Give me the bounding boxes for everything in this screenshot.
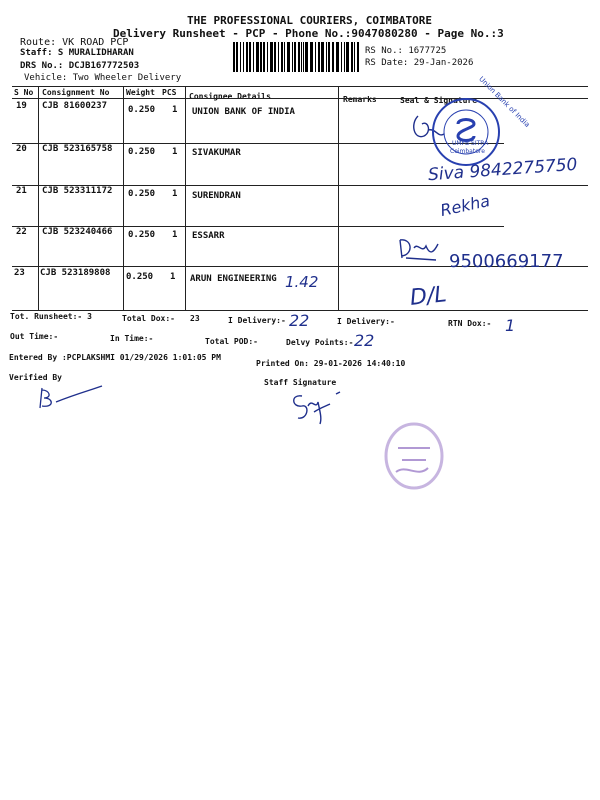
stamp-text-top: Union Bank of India [477, 74, 532, 130]
row22-signature-scribble [396, 234, 446, 264]
barcode [233, 42, 361, 72]
stamp-text-mid: UMFB SITRA [452, 140, 489, 147]
handwritten-phone-22: 9500669177 [449, 251, 564, 272]
row-pcs: 1 [172, 105, 178, 115]
barcode-bar [305, 42, 308, 72]
barcode-bar [274, 42, 276, 72]
in-time-label: In Time:- [110, 334, 154, 343]
row-sno: 20 [16, 144, 27, 154]
barcode-bar [318, 42, 320, 72]
staff-signature-scribble [290, 388, 350, 428]
row-weight: 0.250 [128, 105, 156, 115]
verified-signature-scribble [36, 384, 106, 414]
rs-date-label: RS Date: 29-Jan-2026 [365, 58, 474, 68]
row-consignee: ESSARR [192, 231, 225, 241]
runsheet-subtitle: Delivery Runsheet - PCP - Phone No.:9047080280 - Page No.:3 [113, 27, 504, 40]
route-label: Route: VK ROAD PCP [20, 37, 129, 48]
drs-label: DRS No.: DCJB167772503 [20, 61, 140, 71]
row-consignment: CJB 523311172 [42, 186, 113, 196]
row-weight: 0.250 [128, 147, 156, 157]
printed-on: Printed On: 29-01-2026 14:40:10 [256, 359, 406, 368]
row-consignment: CJB 523189808 [40, 268, 111, 278]
row-pcs: 1 [172, 147, 178, 157]
row-consignee: SIVAKUMAR [192, 148, 241, 158]
company-title: THE PROFESSIONAL COURIERS, COIMBATORE [187, 14, 433, 27]
barcode-bar [315, 42, 316, 72]
barcode-bar [233, 42, 235, 72]
row-pcs: 1 [172, 230, 178, 240]
row-consignee: ARUN ENGINEERING [190, 274, 277, 284]
delvy-points-label: Delvy Points:- [286, 338, 354, 347]
barcode-bar [284, 42, 285, 72]
barcode-bar [256, 42, 259, 72]
barcode-bar [301, 42, 302, 72]
handwritten-sign-20: Siva 9842275750 [427, 154, 579, 186]
entered-by: Entered By :PCPLAKSHMI 01/29/2026 1:01:05 PM [9, 353, 221, 362]
barcode-bar [336, 42, 339, 72]
staff-signature-label: Staff Signature [264, 378, 337, 387]
barcode-bar [298, 42, 300, 72]
barcode-bar [278, 42, 279, 72]
col-header-seal: Seal & Signature [400, 96, 478, 105]
total-dox-label: Total Dox:- [122, 314, 175, 323]
table-top-rule [12, 86, 588, 87]
barcode-bar [292, 42, 293, 72]
handwritten-sign-21: Rekha [438, 190, 492, 221]
rtn-dox-label: RTN Dox:- [448, 319, 492, 328]
handwritten-remark-23: 1.42 [285, 273, 319, 291]
row-weight: 0.250 [126, 272, 154, 282]
row-consignment: CJB 523165758 [42, 144, 113, 154]
verified-by-label: Verified By [9, 373, 62, 382]
handwritten-dl-mark: D/L [408, 282, 448, 311]
barcode-bar [249, 42, 251, 72]
barcode-bar [263, 42, 265, 72]
col-header-sno: S No [14, 88, 34, 97]
barcode-bar [270, 42, 273, 72]
barcode-bar [346, 42, 349, 72]
barcode-bar [246, 42, 248, 72]
row-sno: 22 [16, 227, 27, 237]
barcode-bar [326, 42, 327, 72]
barcode-bar [332, 42, 334, 72]
rs-no-label: RS No.: 1677725 [365, 46, 447, 56]
col-divider [38, 86, 39, 310]
barcode-bar [267, 42, 268, 72]
row-consignee: SURENDRAN [192, 191, 241, 201]
col-header-pcs: PCS [162, 88, 177, 97]
barcode-bar [240, 42, 241, 72]
barcode-bar [310, 42, 313, 72]
handwritten-rtn-count: 1 [505, 316, 516, 335]
staff-label: Staff: S MURALIDHARAN [20, 48, 134, 58]
delivery-label: I Delivery:- [228, 316, 286, 325]
row-sno: 21 [16, 186, 27, 196]
undelivery-label: I Delivery:- [337, 317, 395, 326]
row-weight: 0.250 [128, 189, 156, 199]
total-dox-value: 23 [190, 314, 200, 323]
col-header-remarks: Remarks [343, 95, 377, 104]
barcode-bar [253, 42, 254, 72]
row-pcs: 1 [170, 272, 176, 282]
barcode-bar [351, 42, 353, 72]
barcode-bar [341, 42, 342, 72]
barcode-bar [287, 42, 290, 72]
stamp-text-bottom: Coimbatore [450, 148, 485, 155]
row-sno: 19 [16, 101, 27, 111]
handwritten-delivered-count: 22 [289, 311, 310, 330]
total-pod-label: Total POD:- [205, 337, 258, 346]
out-time-label: Out Time:- [10, 332, 59, 341]
tot-runsheet: Tot. Runsheet:- 3 [10, 312, 92, 321]
col-divider [338, 86, 339, 310]
barcode-bar [328, 42, 330, 72]
vehicle-label: Vehicle: Two Wheeler Delivery [24, 73, 182, 83]
barcode-bar [294, 42, 296, 72]
col-header-weight: Weight [126, 88, 155, 97]
col-header-consignment: Consignment No [42, 88, 110, 97]
row-weight: 0.250 [128, 230, 156, 240]
col-divider [185, 86, 186, 310]
barcode-bar [236, 42, 238, 72]
row-consignment: CJB 81600237 [42, 101, 108, 111]
barcode-bar [344, 42, 345, 72]
col-header-consignee: Consignee Details [189, 92, 271, 101]
barcode-bar [243, 42, 244, 72]
barcode-bar [321, 42, 324, 72]
row-pcs: 1 [172, 189, 178, 199]
barcode-bar [281, 42, 283, 72]
handwritten-delvy-points: 22 [354, 331, 375, 350]
barcode-bar [354, 42, 355, 72]
barcode-bar [303, 42, 304, 72]
row-consignee: UNION BANK OF INDIA [192, 107, 295, 117]
col-divider [123, 86, 124, 310]
row-consignment: CJB 523240466 [42, 227, 113, 237]
barcode-bar [357, 42, 359, 72]
barcode-bar [260, 42, 262, 72]
row-sno: 23 [14, 268, 25, 278]
